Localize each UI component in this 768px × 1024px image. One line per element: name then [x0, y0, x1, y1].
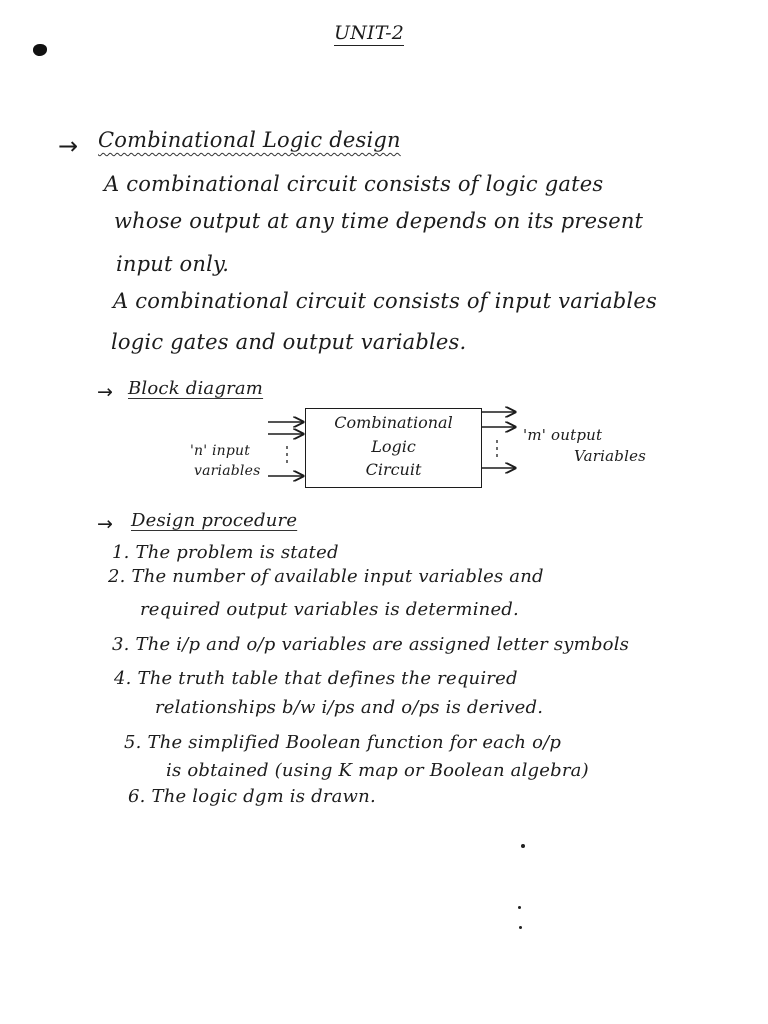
- procedure-step: relationships b/w i/ps and o/ps is derived.: [155, 697, 544, 718]
- procedure-step: 5. The simplified Boolean function for each o/p: [124, 732, 562, 753]
- paragraph-line: A combinational circuit consists of input variables: [113, 289, 657, 313]
- input-label: 'n' input: [190, 443, 251, 459]
- stray-ink-dot: [518, 906, 521, 909]
- arrow-right-icon: →: [97, 513, 113, 535]
- procedure-step: 3. The i/p and o/p variables are assigned letter symbols: [112, 634, 630, 655]
- procedure-step: 4. The truth table that defines the required: [114, 668, 518, 689]
- input-label: variables: [194, 463, 261, 479]
- paragraph-line: whose output at any time depends on its present: [114, 209, 644, 233]
- section-heading-combinational: Combinational Logic design: [98, 128, 401, 152]
- combinational-circuit-block: [305, 408, 482, 488]
- block-label: Logic: [371, 437, 416, 456]
- procedure-step: is obtained (using K map or Boolean algebra): [166, 760, 589, 781]
- output-label: Variables: [574, 447, 647, 465]
- block-label: Combinational: [334, 413, 453, 432]
- arrow-right-icon: →: [97, 381, 113, 403]
- paragraph-line: logic gates and output variables.: [111, 330, 467, 354]
- paragraph-line: input only.: [116, 252, 230, 276]
- stray-ink-dot: [521, 844, 525, 848]
- procedure-step: required output variables is determined.: [140, 599, 519, 620]
- stray-ink-dot: [519, 926, 522, 929]
- arrow-right-icon: →: [58, 132, 79, 160]
- procedure-step: 1. The problem is stated: [112, 542, 339, 563]
- procedure-step: 6. The logic dgm is drawn.: [128, 786, 376, 807]
- block-label: Circuit: [365, 460, 422, 479]
- paragraph-line: A combinational circuit consists of logic gates: [104, 172, 604, 196]
- page-title: UNIT-2: [334, 22, 405, 44]
- output-label: 'm' output: [523, 426, 603, 444]
- section-heading-design-procedure: Design procedure: [131, 510, 298, 531]
- procedure-step: 2. The number of available input variables and: [108, 566, 544, 587]
- section-heading-block-diagram: Block diagram: [128, 378, 264, 399]
